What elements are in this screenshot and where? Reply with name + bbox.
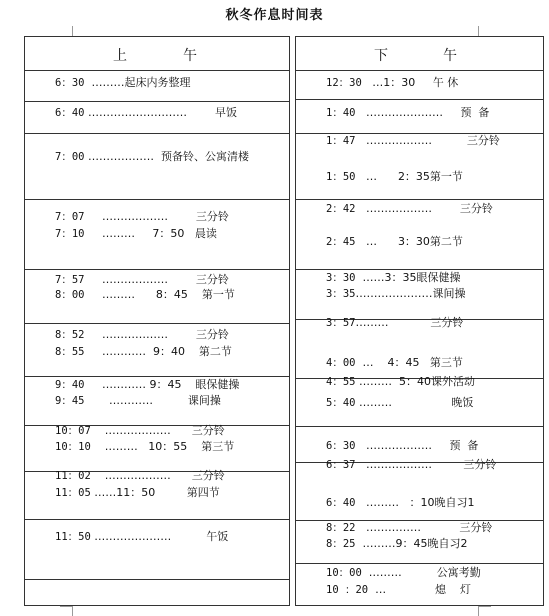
activity-text: ………9：45晚自习2 <box>355 537 468 550</box>
activity-text: …1：30 午 休 <box>361 76 459 89</box>
activity-text: …………………课间操 <box>355 287 466 300</box>
morning-schedule-line <box>55 288 235 302</box>
morning-schedule-line <box>55 378 239 392</box>
afternoon-schedule-line <box>326 458 496 472</box>
activity-text: ……… 晚饭 <box>355 396 474 409</box>
activity-text: ……… 8：45 第一节 <box>84 288 235 301</box>
morning-row <box>25 324 289 377</box>
afternoon-schedule-line <box>326 583 471 597</box>
time-label: 7：10 <box>55 228 85 240</box>
morning-row <box>25 200 289 270</box>
morning-schedule-line <box>55 150 249 164</box>
morning-row <box>25 469 289 520</box>
time-label: 3：57 <box>326 317 356 329</box>
afternoon-schedule-line <box>326 170 463 184</box>
time-label: 12：30 <box>326 77 362 89</box>
time-label: 11：02 <box>55 470 91 482</box>
time-label: 1：40 <box>326 107 356 119</box>
activity-text: … 3：30第二节 <box>355 235 463 248</box>
activity-text: ……………… 预备铃、公寓清楼 <box>84 150 249 163</box>
activity-text: ……… 5：40课外活动 <box>355 375 475 388</box>
afternoon-schedule-line <box>326 287 465 301</box>
time-label: 2：45 <box>326 236 356 248</box>
afternoon-row <box>296 71 543 100</box>
afternoon-row <box>296 458 543 521</box>
afternoon-schedule-line <box>326 521 492 535</box>
morning-row <box>25 377 289 426</box>
afternoon-schedule-line <box>326 375 475 389</box>
afternoon-schedule-line <box>326 316 463 330</box>
afternoon-header <box>296 37 543 71</box>
time-label: 10：10 <box>55 441 91 453</box>
time-label: 8：52 <box>55 329 85 341</box>
activity-text: ……………… 三分铃 <box>84 328 229 341</box>
afternoon-schedule-line <box>326 271 460 285</box>
morning-schedule-line <box>55 76 190 90</box>
time-label: 11：05 <box>55 487 91 499</box>
time-label: 10 ：20 <box>326 584 369 596</box>
afternoon-header-char-1: 下 <box>374 48 388 64</box>
time-label: 10：07 <box>55 425 91 437</box>
activity-text: ……………… 三分铃 <box>90 424 225 437</box>
activity-text: ……………… 预 备 <box>355 439 479 452</box>
activity-text: ……………………… 早饭 <box>84 106 237 119</box>
afternoon-row <box>296 100 543 134</box>
activity-text: … 4：45 第三节 <box>355 356 463 369</box>
time-label: 4：00 <box>326 357 356 369</box>
activity-text: … 2：35第一节 <box>355 170 463 183</box>
time-label: 9：45 <box>55 395 85 407</box>
morning-header-char-1: 上 <box>113 48 127 64</box>
afternoon-schedule-line <box>326 106 489 120</box>
afternoon-schedule-line <box>326 202 493 216</box>
time-label: 3：30 <box>326 272 356 284</box>
activity-text: ……… 公寓考勤 <box>361 566 481 579</box>
afternoon-row <box>296 564 543 607</box>
time-label: 1：50 <box>326 171 356 183</box>
afternoon-header-char-2: 午 <box>443 48 457 64</box>
time-label: 7：00 <box>55 151 85 163</box>
afternoon-row <box>296 134 543 200</box>
morning-schedule-panel <box>24 36 290 606</box>
afternoon-row <box>296 270 543 320</box>
activity-text: ………………… 午饭 <box>90 530 229 543</box>
morning-schedule-line <box>55 469 225 483</box>
time-label: 6：40 <box>55 107 85 119</box>
activity-text: ……3：35眼保健操 <box>355 271 461 284</box>
morning-row <box>25 580 289 607</box>
time-label: 4：55 <box>326 376 356 388</box>
activity-text: ………………… 预 备 <box>355 106 490 119</box>
afternoon-schedule-line <box>326 235 463 249</box>
time-label: 8：25 <box>326 538 356 550</box>
afternoon-schedule-line <box>326 396 473 410</box>
time-label: 11：50 <box>55 531 91 543</box>
activity-text: … 熄 灯 <box>368 583 472 596</box>
morning-schedule-line <box>55 210 229 224</box>
morning-row <box>25 270 289 324</box>
afternoon-schedule-line <box>326 439 478 453</box>
time-label: 5：40 <box>326 397 356 409</box>
afternoon-schedule-line <box>326 356 463 370</box>
morning-schedule-line <box>55 394 221 408</box>
activity-text: ……………… 三分铃 <box>90 469 225 482</box>
morning-schedule-line <box>55 440 234 454</box>
activity-text: ………… 课间操 <box>84 394 221 407</box>
afternoon-row <box>296 375 543 427</box>
time-label: 9：40 <box>55 379 85 391</box>
morning-schedule-line <box>55 106 237 120</box>
afternoon-schedule-line <box>326 76 458 90</box>
time-label: 6：37 <box>326 459 356 471</box>
time-label: 8：55 <box>55 346 85 358</box>
afternoon-schedule-panel <box>295 36 544 606</box>
activity-text: ………起床内务整理 <box>84 76 191 89</box>
time-label: 10：00 <box>326 567 362 579</box>
activity-text: …………… 三分铃 <box>355 521 493 534</box>
afternoon-schedule-line <box>326 134 500 148</box>
activity-text: ……11：50 第四节 <box>90 486 220 499</box>
afternoon-row <box>296 521 543 564</box>
activity-text: ……… 10：55 第三节 <box>90 440 235 453</box>
activity-text: ……………… 三分铃 <box>355 134 500 147</box>
morning-row <box>25 102 289 134</box>
time-label: 6：30 <box>55 77 85 89</box>
time-label: 6：30 <box>326 440 356 452</box>
morning-schedule-line <box>55 530 228 544</box>
morning-schedule-line <box>55 345 232 359</box>
morning-row <box>25 426 289 472</box>
time-label: 3：35 <box>326 288 356 300</box>
time-label: 8：00 <box>55 289 85 301</box>
activity-text: ………… 9：45 眼保健操 <box>84 378 240 391</box>
activity-text: ……………… 三分铃 <box>355 458 497 471</box>
morning-header-char-2: 午 <box>183 48 197 64</box>
time-label: 2：42 <box>326 203 356 215</box>
time-label: 6：40 <box>326 497 356 509</box>
page-title: 秋冬作息时间表 <box>225 8 324 23</box>
activity-text: ……… 三分铃 <box>355 316 464 329</box>
activity-text: ……………… 三分铃 <box>84 210 229 223</box>
activity-text: ………… 9：40 第二节 <box>84 345 232 358</box>
morning-schedule-line <box>55 227 217 241</box>
afternoon-schedule-line <box>326 496 474 510</box>
morning-header <box>25 37 289 71</box>
morning-row <box>25 134 289 200</box>
afternoon-schedule-line <box>326 566 481 580</box>
morning-row <box>25 71 289 102</box>
morning-schedule-line <box>55 328 229 342</box>
afternoon-schedule-line <box>326 537 467 551</box>
morning-schedule-line <box>55 424 225 438</box>
morning-schedule-line <box>55 273 229 287</box>
time-label: 7：57 <box>55 274 85 286</box>
activity-text: ……… 7：50 晨读 <box>84 227 217 240</box>
activity-text: ……… ：10晚自习1 <box>355 496 475 509</box>
time-label: 7：07 <box>55 211 85 223</box>
morning-schedule-line <box>55 486 220 500</box>
activity-text: ……………… 三分铃 <box>84 273 229 286</box>
afternoon-row <box>296 200 543 270</box>
time-label: 8：22 <box>326 522 356 534</box>
activity-text: ……………… 三分铃 <box>355 202 493 215</box>
afternoon-row <box>296 316 543 379</box>
morning-row <box>25 520 289 580</box>
time-label: 1：47 <box>326 135 356 147</box>
